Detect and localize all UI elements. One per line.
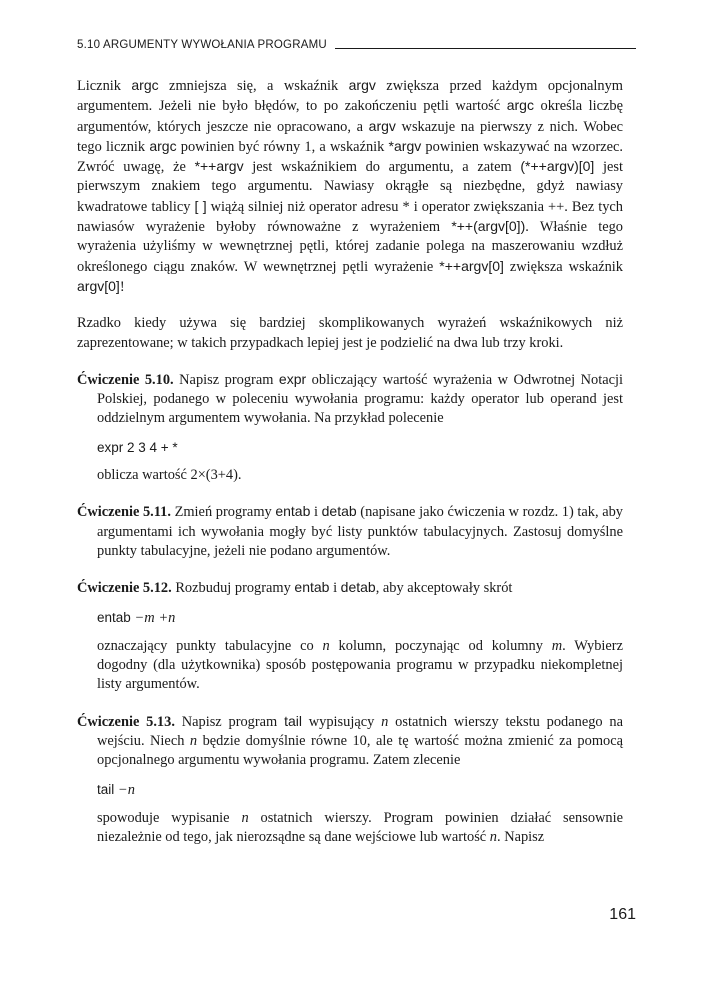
exercise-label: Ćwiczenie 5.11. bbox=[77, 504, 171, 521]
code-example: entab −m +n bbox=[97, 609, 176, 626]
header-rule bbox=[335, 48, 636, 49]
code-term: *++argv[0] bbox=[439, 257, 504, 274]
exercise-text: Ćwiczenie 5.11. Zmień programy entab i detab (napisane jako ćwiczenia w rozdz. 1) tak, aby argumentami ich wywołania mogły być listy punktów tabulacyjnych. Zastosuj domyślne punkty tabulacyjne, jeżeli nie podano argumentów. bbox=[77, 503, 624, 559]
code-term: expr bbox=[278, 370, 307, 387]
exercise-label: Ćwiczenie 5.13. bbox=[77, 713, 175, 730]
code-example: tail −n bbox=[97, 781, 135, 798]
code-term: argc bbox=[131, 77, 159, 93]
page-number: 161 bbox=[609, 906, 636, 923]
exercise-text: oblicza wartość 2×(3+4). bbox=[97, 467, 242, 484]
exercise-text: oznaczający punkty tabulacyjne co n kolumn, poczynając od kolumny m. Wybierz dogodny (dla użytkownika) sposób postępowania programu w przypadku niekompletnej listy argumentów. bbox=[97, 637, 623, 693]
running-header bbox=[77, 38, 636, 52]
exercise-text: spowoduje wypisanie n ostatnich wierszy. Program powinien działać sensownie niezależnie od tego, jak nierozsądne są dane wejściowe lub wartość n. Napisz bbox=[97, 809, 623, 846]
code-term: (*++argv)[0] bbox=[520, 158, 595, 175]
exercise-5-11 bbox=[77, 502, 623, 561]
code-term: detab bbox=[340, 579, 376, 596]
exercise-text: Ćwiczenie 5.13. Napisz program tail wypisujący n ostatnich wierszy tekstu podanego na wejściu. Niech n będzie domyślnie równe 10, ale tę wartość można zmienić za pomocą opcjonalnego argumentu wywołania programu. Zatem zlecenie bbox=[77, 712, 623, 769]
code-term: tail bbox=[284, 712, 302, 729]
paragraph-argc-argv: Licznik argc zmniejsza się, a wskaźnik argv zwiększa przed każdym opcjonalnym argumentem. Jeżeli nie było błędów, to po zakończeniu pętli wartość argc określa liczbę argumentów, których jeszcze nie opracowano, a argv wskazuje na pierwszy z nich. Wobec tego licznik argc powinien być równy 1, a wskaźnik *argv powinien wskazywać na wzorzec. Zwróć uwagę, że *++argv jest wskaźnikiem do argumentu, a zatem (*++argv)[0] jest pierwszym znakiem tego argumentu. Nawiasy okrągłe są niezbędne, gdyż nawiasy kwadratowe tablicy [ ] wiążą silniej niż operator adresu * i operator zwiększania ++. Bez tych nawiasów wyrażenie byłoby równoważne z wyrażeniem *++(argv[0]). Właśnie tego wyrażenia użyliśmy w wewnętrznej pętli, której zadanie polega na maszerowaniu wzdłuż określonego ciągu znaków. W wewnętrznej pętli wyrażenie *++argv[0] zwiększa wskaźnik argv[0]! bbox=[77, 77, 623, 295]
exercise-5-10 bbox=[77, 370, 623, 485]
exercise-text: Ćwiczenie 5.10. Napisz program expr obliczający wartość wyrażenia w Odwrotnej Notacji Polskiej, podanego w poleceniu wywołania programu: każdy operator lub operand jest oddzielnym argumentem wywołania. Na przykład polecenie bbox=[77, 370, 623, 427]
exercise-label: Ćwiczenie 5.12. bbox=[77, 580, 172, 597]
code-term: detab bbox=[321, 503, 357, 520]
code-term: [ ] bbox=[194, 197, 207, 214]
exercise-5-13 bbox=[77, 712, 623, 848]
running-header-title: 5.10 ARGUMENTY WYWOŁANIA PROGRAMU bbox=[77, 39, 327, 51]
code-example: expr 2 3 4 + * bbox=[97, 439, 178, 455]
exercise-label: Ćwiczenie 5.10. bbox=[77, 371, 174, 388]
body-text bbox=[77, 76, 623, 848]
code-term: *argv bbox=[388, 137, 422, 154]
code-term: argv bbox=[348, 77, 376, 93]
code-term: entab bbox=[294, 579, 330, 596]
code-term: argc bbox=[149, 137, 177, 154]
code-term: *++argv bbox=[194, 158, 244, 175]
code-term: argc bbox=[506, 97, 534, 114]
code-term: argv[0] bbox=[77, 277, 120, 294]
code-term: argv bbox=[368, 117, 396, 134]
exercise-5-12 bbox=[77, 578, 623, 694]
exercise-text: Ćwiczenie 5.12. Rozbuduj programy entab i detab, aby akceptowały skrót bbox=[77, 579, 513, 597]
code-term: entab bbox=[275, 503, 311, 520]
paragraph-note: Rzadko kiedy używa się bardziej skomplikowanych wyrażeń wskaźnikowych niż zaprezentowane; w takich przypadkach lepiej jest je podzielić na dwa lub trzy kroki. bbox=[77, 315, 623, 351]
code-term: *++(argv[0]) bbox=[451, 218, 526, 235]
